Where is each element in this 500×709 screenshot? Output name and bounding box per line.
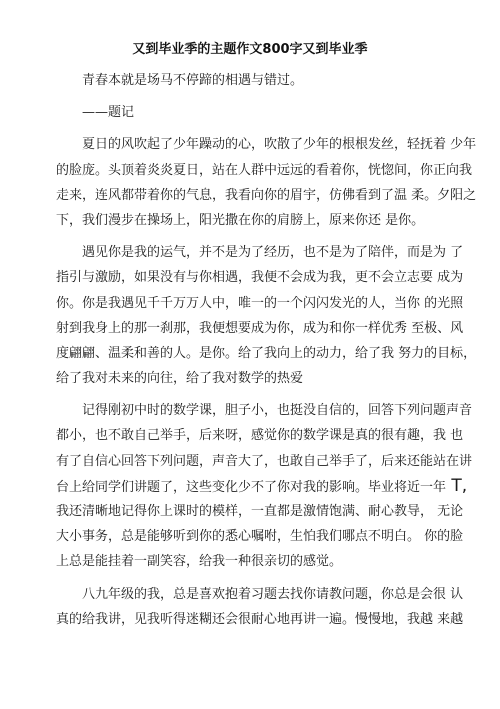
text-line-content: 记得刚初中时的数学课，胆子小，也挺没自信的，回答下列问题声音 xyxy=(82,403,473,419)
text-line xyxy=(56,398,473,423)
text-line xyxy=(56,100,454,125)
text-line-suffix: T, xyxy=(446,475,468,496)
text-line-content: 下，我们漫步在操场上，阳光撒在你的肩膀上，原来你还 是你。 xyxy=(56,212,425,228)
text-line-content: 你。你是我遇见千千万万人中，唯一的一个闪闪发光的人，当你 的光照 xyxy=(56,295,464,311)
text-line xyxy=(56,474,468,499)
text-line xyxy=(56,316,464,341)
text-line xyxy=(56,183,477,208)
text-line xyxy=(56,291,464,316)
text-line xyxy=(56,132,477,157)
text-line-content: 的脸庞。头顶着炎炎夏日，站在人群中远远的看着你，恍惚间，你正向我 xyxy=(56,162,473,178)
text-line xyxy=(56,158,473,183)
text-line xyxy=(56,499,464,524)
text-line-content: 大小事务，总是能够听到你的悉心嘱咐，生怕我们哪点不明白。 你的脸 xyxy=(56,529,464,545)
text-line-content: 走来，连风都带着你的气息，我看向你的眉宇，仿佛看到了温 柔。夕阳之 xyxy=(56,187,477,203)
text-line-content: 八九年级的我，总是喜欢抱着习题去找你请教问题，你总是会很 认 xyxy=(82,586,464,602)
text-line-content: 射到我身上的那一刹那，我便想要成为你，成为和你一样优秀 至极、风 xyxy=(56,320,464,336)
document-body xyxy=(56,68,477,632)
text-line xyxy=(56,240,464,265)
text-line-content: 遇见你是我的运气，并不是为了经历，也不是为了陪伴，而是为 了 xyxy=(82,245,464,261)
text-line xyxy=(56,549,454,574)
text-line xyxy=(56,607,464,632)
text-line xyxy=(56,524,464,549)
text-line-content: 夏日的风吹起了少年躁动的心，吹散了少年的根根发丝，轻抚着 少年 xyxy=(82,137,477,153)
text-line xyxy=(56,68,454,93)
text-line-content: 度翩翩、温柔和善的人。是你。给了我向上的动力，给了我 努力的目标， xyxy=(56,345,477,361)
text-line xyxy=(56,208,454,233)
text-line-content: 指引与激励，如果没有与你相遇，我便不会成为我，更不会立志要 成为 xyxy=(56,270,464,286)
text-line-content: 青春本就是场马不停蹄的相遇与错过。 xyxy=(82,73,304,88)
text-line xyxy=(56,265,464,290)
text-line-content: 给了我对未来的向往，给了我对数学的热爱 xyxy=(56,371,304,387)
text-line xyxy=(56,341,477,366)
text-line-content: 台上给同学们讲题了，这些变化少不了你对我的影响。毕业将近一年 xyxy=(56,479,447,495)
text-line-content: 都小，也不敢自己举手，后来呀，感觉你的数学课是真的很有趣，我 也 xyxy=(56,428,464,444)
text-line-content: 上总是能挂着一副笑容，给我一种很亲切的感觉。 xyxy=(56,554,343,570)
text-line-content: 我还清晰地记得你上课时的模样，一直都是激情饱满、耐心教导， 无论 xyxy=(56,504,464,519)
text-line-content: ——题记 xyxy=(82,105,135,121)
text-line xyxy=(56,582,464,607)
text-line xyxy=(56,449,473,474)
text-line xyxy=(56,423,464,448)
text-line-content: 真的给我讲，见我听得迷糊还会很耐心地再讲一遍。慢慢地，我越 来越 xyxy=(56,611,464,627)
text-line-content: 有了自信心回答下列问题，声音大了，也敢自己举手了，后来还能站在讲 xyxy=(56,453,473,469)
document-title: 又到毕业季的主题作文800字又到毕业季 xyxy=(132,42,368,57)
text-line xyxy=(56,366,454,391)
